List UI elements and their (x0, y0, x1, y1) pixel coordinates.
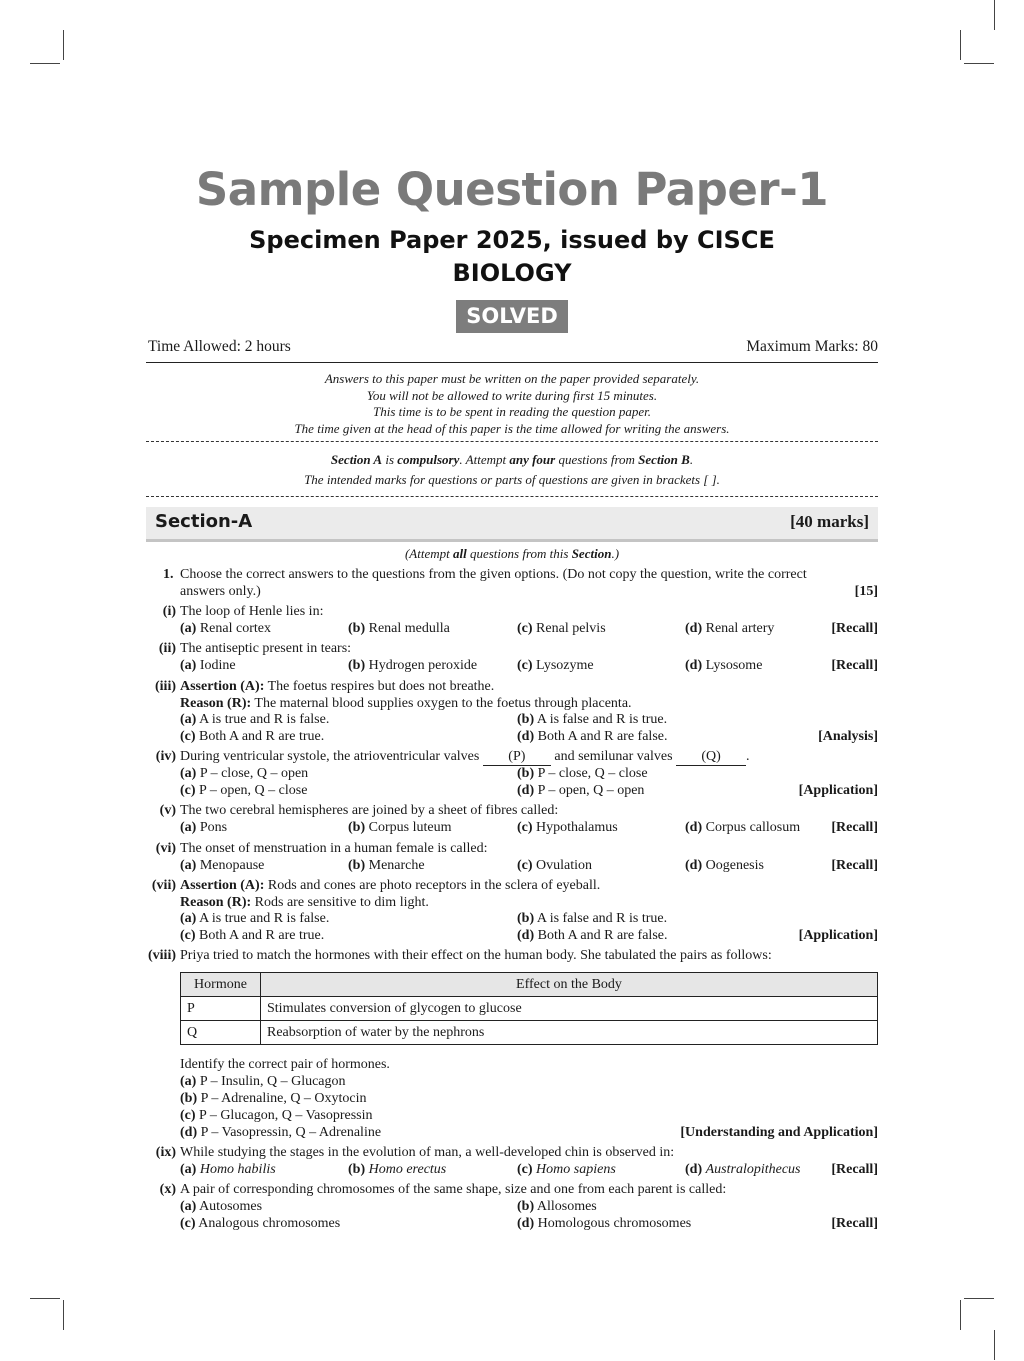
divider (146, 362, 878, 363)
table-row (181, 997, 878, 1021)
option: (c) P – Glucagon, Q – Vasopressin (180, 1108, 373, 1123)
section-instructions (146, 450, 878, 490)
sub-question-text: A pair of corresponding chromosomes of the same shape, size and one from each parent is called: (180, 1182, 727, 1197)
option: (d) Both A and R are false. (517, 729, 668, 744)
option: (a) P – close, Q – open (180, 766, 309, 781)
crop-mark (63, 1300, 64, 1330)
crop-mark (994, 0, 995, 30)
option: (c) Both A and R are true. (180, 928, 325, 943)
reason: Reason (R): The maternal blood supplies oxygen to the foetus through placenta. (180, 696, 632, 711)
sub-question-text: During ventricular systole, the atrioventricular valves (P) and semilunar valves (Q) . (180, 749, 750, 764)
table-cell: Reabsorption of water by the nephrons (261, 1021, 878, 1045)
question-tag: [Application] (798, 928, 878, 943)
sub-question-number: (iv) (155, 749, 176, 764)
option: (d) Corpus callosum (685, 820, 801, 835)
option: (a) Homo habilis (180, 1162, 276, 1177)
sub-question-text: The two cerebral hemispheres are joined by a sheet of fibres called: (180, 803, 559, 818)
assertion: Assertion (A): The foetus respires but does not breathe. (180, 679, 495, 694)
question-tag: [Recall] (831, 1162, 878, 1177)
question-tag: [Recall] (831, 621, 878, 636)
question-tag: [Understanding and Application] (680, 1125, 878, 1140)
sub-question-number: (v) (159, 803, 176, 818)
option: (b) Renal medulla (348, 621, 450, 636)
crop-mark (960, 1300, 961, 1330)
section-title: Section-A (155, 511, 253, 532)
sub-question-text: While studying the stages in the evolution of man, a well-developed chin is observed in: (180, 1145, 675, 1160)
option: (c) Lysozyme (517, 658, 594, 673)
table-header: Effect on the Body (261, 973, 878, 997)
option: (c) Ovulation (517, 858, 593, 873)
option: (d) Oogenesis (685, 858, 764, 873)
question-tag: [Recall] (831, 858, 878, 873)
option: (b) Corpus luteum (348, 820, 452, 835)
sub-question-prompt: Identify the correct pair of hormones. (180, 1057, 390, 1072)
hormone-table (180, 972, 878, 1045)
instruction-line: The time given at the head of this paper is the time allowed for writing the answers. (294, 420, 730, 436)
option: (d) Homologous chromosomes (517, 1216, 692, 1231)
question-text: Choose the correct answers to the questions from the given options. (Do not copy the question, write the correct (180, 567, 807, 582)
option: (b) Allosomes (517, 1199, 597, 1214)
instruction-line: You will not be allowed to write during first 15 minutes. (366, 387, 658, 403)
time-allowed: Time Allowed: 2 hours (148, 338, 291, 355)
divider (146, 496, 878, 497)
question-tag: [Recall] (831, 658, 878, 673)
crop-mark (964, 1298, 994, 1299)
instructions (146, 371, 878, 437)
instruction-line: This time is to be spent in reading the question paper. (373, 404, 651, 419)
question-text: answers only.) (180, 584, 261, 599)
option: (c) Homo sapiens (517, 1162, 616, 1177)
question-tag: [Recall] (831, 1216, 878, 1231)
sub-question-number: (i) (162, 604, 176, 619)
reason: Reason (R): Rods are sensitive to dim light. (180, 895, 429, 910)
option: (a) Pons (180, 820, 228, 835)
option: (b) P – Adrenaline, Q – Oxytocin (180, 1091, 367, 1106)
option: (d) Both A and R are false. (517, 928, 668, 943)
option: (b) Homo erectus (348, 1162, 447, 1177)
question-marks: [15] (854, 584, 878, 599)
sub-question-text: The loop of Henle lies in: (180, 604, 324, 619)
sub-question-number: (ii) (158, 641, 176, 656)
sub-question-number: (vi) (155, 841, 176, 856)
table-header-row (181, 973, 878, 997)
option: (c) Hypothalamus (517, 820, 618, 835)
crop-mark (960, 30, 961, 60)
option: (a) A is true and R is false. (180, 712, 330, 727)
option: (d) Australopithecus (685, 1162, 801, 1177)
option: (b) P – close, Q – close (517, 766, 648, 781)
crop-mark (30, 63, 60, 64)
question-number: 1. (163, 567, 174, 582)
crop-mark (994, 1330, 995, 1360)
option: (a) Autosomes (180, 1199, 263, 1214)
sub-question-text: Priya tried to match the hormones with their effect on the human body. She tabulated the pairs as follows: (180, 948, 772, 963)
page-subtitle: Specimen Paper 2025, issued by CISCE (249, 226, 775, 254)
option: (b) A is false and R is true. (517, 712, 668, 727)
solved-badge: SOLVED (456, 300, 568, 333)
sub-question-number: (ix) (155, 1145, 176, 1160)
option: (a) Menopause (180, 858, 265, 873)
section-marks: [40 marks] (790, 512, 869, 531)
section-instruction-line: Section A is compulsory. Attempt any four questions from Section B. (330, 452, 694, 467)
table-header: Hormone (181, 973, 261, 997)
question-tag: [Application] (798, 783, 878, 798)
crop-mark (30, 1298, 60, 1299)
option: (d) P – Vasopressin, Q – Adrenaline (180, 1125, 382, 1140)
option: (d) Lysosome (685, 658, 763, 673)
option: (c) Renal pelvis (517, 621, 606, 636)
sub-question-text: The antiseptic present in tears: (180, 641, 352, 656)
assertion: Assertion (A): Rods and cones are photo receptors in the sclera of eyeball. (180, 878, 601, 893)
divider (146, 441, 878, 442)
sub-question-number: (viii) (148, 948, 176, 963)
option: (c) P – open, Q – close (180, 783, 308, 798)
page-title: Sample Question Paper-1 (195, 163, 829, 216)
option: (b) Menarche (348, 858, 425, 873)
instruction-line: Answers to this paper must be written on the paper provided separately. (324, 371, 700, 386)
option: (d) Renal artery (685, 621, 775, 636)
table-cell: Stimulates conversion of glycogen to glucose (261, 997, 878, 1021)
crop-mark (63, 30, 64, 60)
option: (a) Renal cortex (180, 621, 271, 636)
sub-question-number: (x) (159, 1182, 176, 1197)
sub-question-number: (iii) (155, 679, 176, 694)
sub-question-number: (vii) (151, 878, 176, 893)
subject-title: BIOLOGY (452, 259, 572, 287)
option: (a) P – Insulin, Q – Glucagon (180, 1074, 346, 1089)
section-header (146, 507, 878, 542)
option: (b) A is false and R is true. (517, 911, 668, 926)
section-instruction-line: The intended marks for questions or parts of questions are given in brackets [ ]. (304, 472, 720, 487)
table-cell: Q (181, 1021, 261, 1045)
option: (b) Hydrogen peroxide (348, 658, 478, 673)
option: (c) Both A and R are true. (180, 729, 325, 744)
option: (c) Analogous chromosomes (180, 1216, 341, 1231)
question-tag: [Analysis] (818, 729, 878, 744)
sub-question-text: The onset of menstruation in a human female is called: (180, 841, 488, 856)
option: (a) A is true and R is false. (180, 911, 330, 926)
maximum-marks: Maximum Marks: 80 (746, 338, 878, 355)
question-tag: [Recall] (831, 820, 878, 835)
option: (a) Iodine (180, 658, 236, 673)
option: (d) P – open, Q – open (517, 783, 645, 798)
table-row (181, 1021, 878, 1045)
crop-mark (964, 63, 994, 64)
section-note: (Attempt all questions from this Section.) (404, 546, 620, 561)
table-cell: P (181, 997, 261, 1021)
